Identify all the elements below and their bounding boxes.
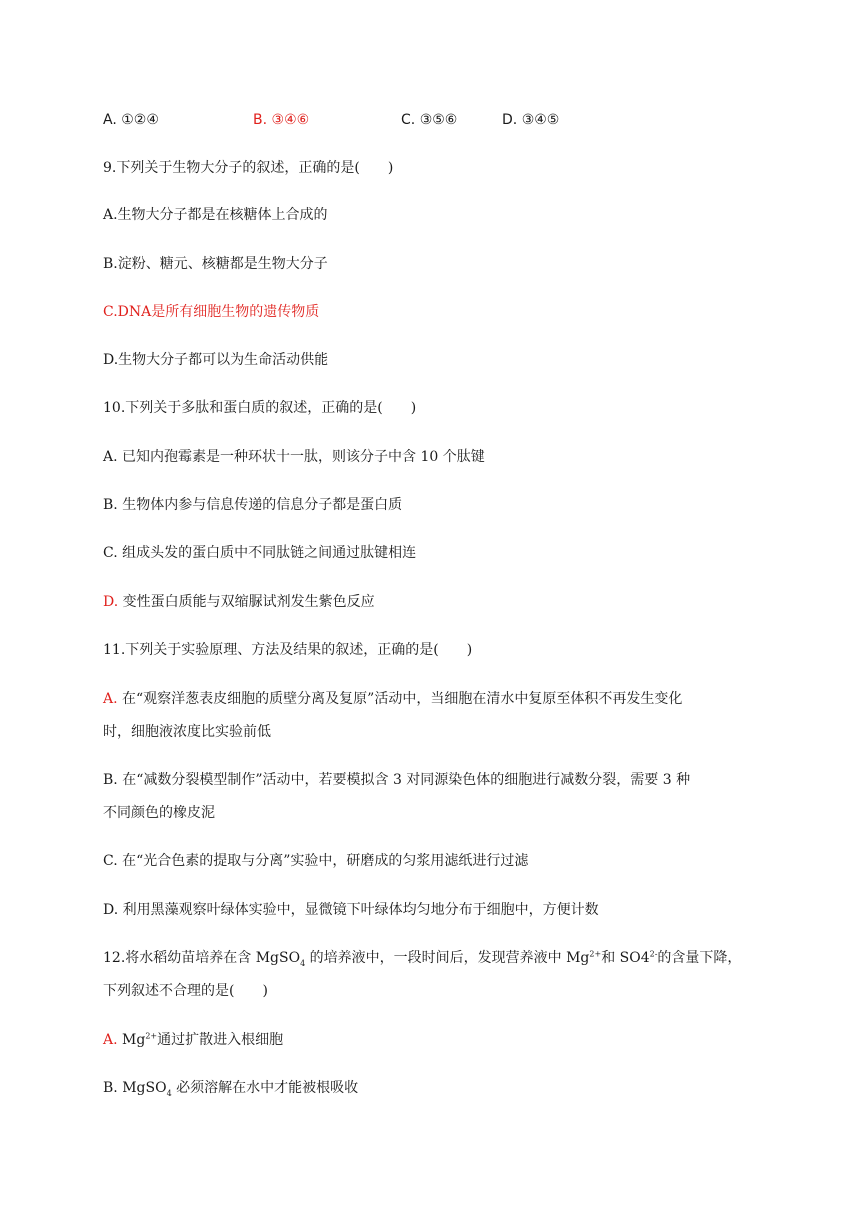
q10-option-a: A. 已知内孢霉素是一种环状十一肽，则该分子中含 10 个肽键 (103, 449, 485, 465)
q9-stem: 9.下列关于生物大分子的叙述，正确的是( ) (103, 160, 394, 176)
q8-options (103, 110, 803, 130)
q12-option-b: B. MgSO$_4$ 必须溶解在水中才能被根吸收 (103, 1080, 359, 1098)
q9-option-c: C.DNA是所有细胞生物的遗传物质 (103, 304, 320, 320)
q9-option-b: B.淀粉、糖元、核糖都是生物大分子 (103, 256, 328, 272)
q10-option-c: C. 组成头发的蛋白质中不同肽链之间通过肽键相连 (103, 545, 417, 561)
q12-stem-line2: 下列叙述不合理的是( ) (103, 983, 268, 999)
q12-option-a-letter: A. (103, 1032, 118, 1048)
q9-option-a: A.生物大分子都是在核糖体上合成的 (103, 207, 328, 223)
q8-option-b: B. ③④⑥ (253, 112, 310, 128)
q11-option-a-line2: 时，细胞液浓度比实验前低 (103, 724, 271, 740)
q11-option-a-line1: A. 在“观察洋葱表皮细胞的质壁分离及复原”活动中，当细胞在清水中复原至体积不再发生变化 (103, 691, 683, 707)
q10-option-d: D. 变性蛋白质能与双缩脲试剂发生紫色反应 (103, 594, 375, 610)
q11-stem: 11.下列关于实验原理、方法及结果的叙述，正确的是( ) (103, 642, 473, 658)
q10-stem: 10.下列关于多肽和蛋白质的叙述，正确的是( ) (103, 400, 417, 416)
q10-option-d-letter: D. (103, 594, 119, 610)
q11-option-c: C. 在“光合色素的提取与分离”实验中，研磨成的匀浆用滤纸进行过滤 (103, 853, 529, 869)
q8-option-a: A. ①②④ (103, 112, 159, 128)
q11-option-d: D. 利用黑藻观察叶绿体实验中，显微镜下叶绿体均匀地分布于细胞中，方便计数 (103, 902, 599, 918)
q8-option-d: D. ③④⑤ (502, 112, 560, 128)
q11-option-b-line1: B. 在“减数分裂模型制作”活动中，若要模拟含 3 对同源染色体的细胞进行减数分裂，需要 3 种 (103, 772, 691, 788)
q8-option-c: C. ③⑤⑥ (401, 112, 458, 128)
q11-option-a-letter: A. (103, 691, 118, 707)
q9-option-d: D.生物大分子都可以为生命活动供能 (103, 352, 329, 368)
q11-option-b-line2: 不同颜色的橡皮泥 (103, 805, 215, 821)
q10-option-b: B. 生物体内参与信息传递的信息分子都是蛋白质 (103, 497, 403, 513)
q12-option-a: A. $Mg^{2+}$通过扩散进入根细胞 (103, 1031, 284, 1048)
q12-stem-line1: 12.将水稻幼苗培养在含 MgSO$_4$ 的培养液中，一段时间后，发现营养液中 $Mg^{2+}$和 $SO4^{2-}$的含量下降， (103, 949, 742, 968)
